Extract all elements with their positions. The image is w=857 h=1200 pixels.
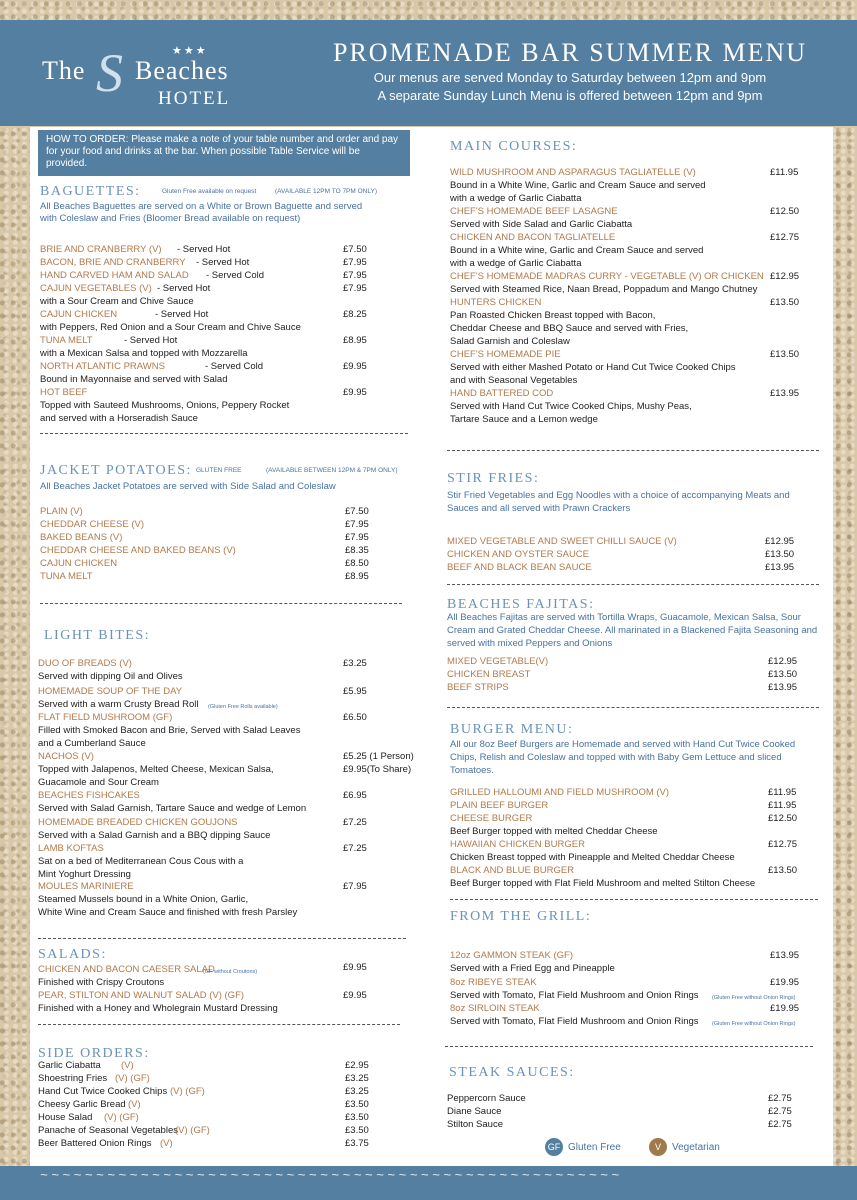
baguettes-description: with Coleslaw and Fries (Bloomer Bread available on request) — [40, 213, 301, 224]
section-divider — [447, 707, 819, 708]
menu-item-name: CHEESE BURGER — [450, 813, 533, 824]
footer-watermark-text: ~ ~ ~ ~ ~ ~ ~ ~ ~ ~ ~ ~ ~ ~ ~ ~ ~ ~ ~ ~ ~ ~ ~ ~ ~ ~ ~ ~ ~ ~ ~ ~ ~ ~ ~ ~ ~ ~ ~ ~ ~ ~ ~ ~ ~ ~ ~ ~ ~ ~ ~ ~ — [40, 1167, 619, 1182]
menu-item-gluten-note: (GF without Croutons) — [203, 969, 258, 975]
menu-item-description: with a wedge of Garlic Ciabatta — [450, 258, 582, 269]
section-title-jacket-potatoes: JACKET POTATOES: — [40, 463, 192, 478]
menu-item-price: £11.95 — [768, 800, 797, 811]
menu-item-name: CHEDDAR CHEESE (V) — [40, 519, 144, 530]
menu-item-name: Garlic Ciabatta — [38, 1060, 101, 1071]
menu-item-name: PEAR, STILTON AND WALNUT SALAD (V) (GF) — [38, 990, 245, 1001]
menu-item-price: £3.75 — [345, 1138, 369, 1149]
gluten-free-legend-label: Gluten Free — [568, 1142, 621, 1153]
menu-item-gluten-note: (Gluten Free Rolls available) — [208, 704, 278, 710]
menu-item-name: CHEF'S HOMEMADE BEEF LASAGNE — [450, 206, 618, 217]
menu-item-price: £12.95 — [770, 271, 800, 282]
menu-item-price: £9.95 — [343, 990, 367, 1001]
menu-item-description: Salad Garnish and Coleslaw — [450, 336, 570, 347]
menu-item-description: Guacamole and Sour Cream — [38, 777, 159, 788]
fajitas-description: All Beaches Fajitas are served with Tortilla Wraps, Guacamole, Mexican Salsa, Sour — [447, 612, 801, 623]
menu-item-description: Beef Burger topped with Flat Field Mushroom and melted Stilton Cheese — [450, 878, 756, 889]
menu-item-price: £13.95 — [765, 562, 795, 573]
gluten-free-badge-icon: GF — [545, 1138, 563, 1156]
section-title-side-orders: SIDE ORDERS: — [38, 1046, 150, 1061]
section-divider — [40, 603, 402, 604]
menu-item-name: BRIE AND CRANBERRY (V) — [40, 244, 162, 255]
section-divider — [38, 938, 406, 939]
menu-item-description: Bound in a White Wine, Garlic and Cream Sauce and served — [450, 180, 706, 191]
menu-item-name: MIXED VEGETABLE AND SWEET CHILLI SAUCE (V) — [447, 536, 677, 547]
menu-item-name: CAJUN CHICKEN — [40, 558, 118, 569]
menu-item-price: £6.50 — [343, 712, 367, 723]
menu-item-price: £7.95 — [345, 519, 369, 530]
menu-item-name: BAKED BEANS (V) — [40, 532, 123, 543]
fajitas-description: served with mixed Peppers and Onions — [447, 638, 613, 649]
menu-item-price: £5.95 — [343, 686, 367, 697]
menu-item-description: Filled with Smoked Bacon and Brie, Served with Salad Leaves — [38, 725, 301, 736]
menu-item-description: with a Sour Cream and Chive Sauce — [40, 296, 194, 307]
menu-item-description: and served with a Horseradish Sauce — [40, 413, 198, 424]
menu-item-serving-note: - Served Hot — [157, 283, 211, 294]
menu-item-name: MIXED VEGETABLE(V) — [447, 656, 549, 667]
menu-item-name: CHICKEN AND BACON TAGLIATELLE — [450, 232, 616, 243]
section-title-light-bites: LIGHT BITES: — [44, 628, 151, 643]
menu-item-price-share: £9.95(To Share) — [343, 764, 412, 775]
sunday-lunch-line: A separate Sunday Lunch Menu is offered between 12pm and 9pm — [377, 88, 763, 103]
menu-item-diet-tags: (V) (GF) — [170, 1086, 205, 1097]
baguettes-availability-note: (AVAILABLE 12PM TO 7PM ONLY) — [275, 188, 377, 195]
menu-item-price: £8.95 — [343, 335, 367, 346]
menu-item-price: £8.35 — [345, 545, 369, 556]
menu-item-description: Topped with Jalapenos, Melted Cheese, Mexican Salsa, — [38, 764, 274, 775]
menu-item-description: Served with Salad Garnish, Tartare Sauce and wedge of Lemon — [38, 803, 307, 814]
menu-item-serving-note: - Served Hot — [155, 309, 209, 320]
menu-item-price: £7.95 — [343, 270, 367, 281]
jacket-gluten-free-note: GLUTEN FREE — [196, 467, 242, 474]
logo-s-mark: S — [96, 43, 123, 103]
menu-item-description: Served with Hand Cut Twice Cooked Chips, Mushy Peas, — [450, 401, 692, 412]
menu-item-price: £7.50 — [343, 244, 367, 255]
menu-item-name: CHEF'S HOMEMADE MADRAS CURRY - VEGETABLE (V) OR CHICKEN — [450, 271, 764, 282]
section-title-steak-sauces: STEAK SAUCES: — [449, 1065, 575, 1080]
fajitas-description: Cream and Grated Cheddar Cheese. All marinated in a Blackened Fajita Seasoning and — [447, 625, 818, 636]
menu-item-name: HOMEMADE SOUP OF THE DAY — [38, 686, 183, 697]
menu-item-serving-note: - Served Hot — [196, 257, 250, 268]
menu-item-price: £11.95 — [770, 167, 799, 178]
menu-item-description: Served with Tomato, Flat Field Mushroom and Onion Rings — [450, 1016, 699, 1027]
menu-item-diet-tags: (V) — [160, 1138, 173, 1149]
menu-item-description: Tartare Sauce and a Lemon wedge — [450, 414, 598, 425]
menu-item-description: with Peppers, Red Onion and a Sour Cream and Chive Sauce — [40, 322, 301, 333]
menu-item-price: £7.95 — [345, 532, 369, 543]
menu-item-name: LAMB KOFTAS — [38, 843, 104, 854]
section-title-main-courses: MAIN COURSES: — [450, 139, 578, 154]
menu-item-name: Panache of Seasonal Vegetables — [38, 1125, 178, 1136]
menu-item-name: FLAT FIELD MUSHROOM (GF) — [38, 712, 173, 723]
menu-item-description: Served with Steamed Rice, Naan Bread, Poppadum and Mango Chutney — [450, 284, 758, 295]
section-divider — [445, 1046, 813, 1047]
menu-item-name: NORTH ATLANTIC PRAWNS — [40, 361, 165, 372]
menu-item-price: £7.25 — [343, 843, 367, 854]
menu-item-name: TUNA MELT — [40, 335, 93, 346]
menu-item-description: Cheddar Cheese and BBQ Sauce and served with Fries, — [450, 323, 689, 334]
menu-item-price: £7.95 — [343, 283, 367, 294]
section-divider — [447, 450, 819, 451]
menu-item-price: £13.50 — [770, 297, 800, 308]
menu-item-price: £13.95 — [770, 950, 800, 961]
service-hours-line: Our menus are served Monday to Saturday between 12pm and 9pm — [373, 70, 767, 85]
menu-item-price: £2.75 — [768, 1093, 792, 1104]
menu-item-description: Finished with a Honey and Wholegrain Mustard Dressing — [38, 1003, 278, 1014]
menu-item-description: with a Mexican Salsa and topped with Mozzarella — [40, 348, 248, 359]
menu-item-price: £8.25 — [343, 309, 367, 320]
menu-item-description: Beef Burger topped with melted Cheddar Cheese — [450, 826, 658, 837]
logo-stars: ★★★ — [172, 45, 208, 57]
menu-item-description: Steamed Mussels bound in a White Onion, Garlic, — [38, 894, 249, 905]
menu-item-name: HOMEMADE BREADED CHICKEN GOUJONS — [38, 817, 238, 828]
menu-item-name: HUNTERS CHICKEN — [450, 297, 542, 308]
menu-item-diet-tags: (V) (GF) — [104, 1112, 139, 1123]
menu-item-description: Finished with Crispy Croutons — [38, 977, 165, 988]
menu-item-serving-note: - Served Hot — [124, 335, 178, 346]
menu-item-gluten-note: (Gluten Free without Onion Rings) — [712, 995, 796, 1001]
hotel-logo — [40, 43, 250, 118]
stir-fries-description: Sauces and all served with Prawn Crackers — [447, 503, 631, 514]
menu-item-description: Topped with Sauteed Mushrooms, Onions, Peppery Rocket — [40, 400, 290, 411]
menu-item-price: £7.50 — [345, 506, 369, 517]
menu-item-serving-note: - Served Hot — [177, 244, 231, 255]
menu-item-name: 12oz GAMMON STEAK (GF) — [450, 950, 573, 961]
menu-item-price: £3.50 — [345, 1125, 369, 1136]
section-divider — [447, 584, 819, 585]
section-title-stir-fries: STIR FRIES: — [447, 471, 540, 486]
menu-item-name: NACHOS (V) — [38, 751, 94, 762]
menu-item-name: Stilton Sauce — [447, 1119, 503, 1130]
menu-item-price: £2.75 — [768, 1106, 792, 1117]
menu-item-price: £12.95 — [765, 536, 795, 547]
menu-item-description: Served with Tomato, Flat Field Mushroom and Onion Rings — [450, 990, 699, 1001]
menu-item-price: £11.95 — [768, 787, 797, 798]
menu-item-description: Sat on a bed of Mediterranean Cous Cous with a — [38, 856, 244, 867]
menu-item-price: £19.95 — [770, 1003, 800, 1014]
menu-item-description: Served with Side Salad and Garlic Ciabatta — [450, 219, 633, 230]
menu-item-name: TUNA MELT — [40, 571, 93, 582]
menu-item-price: £13.50 — [765, 549, 795, 560]
menu-item-name: PLAIN BEEF BURGER — [450, 800, 549, 811]
menu-item-name: CHICKEN BREAST — [447, 669, 531, 680]
menu-item-price: £12.75 — [768, 839, 798, 850]
section-title-burger-menu: BURGER MENU: — [450, 722, 574, 737]
header-banner — [0, 20, 857, 126]
menu-item-price: £12.95 — [768, 656, 798, 667]
menu-item-price: £2.75 — [768, 1119, 792, 1130]
menu-item-description: Served with a warm Crusty Bread Roll — [38, 699, 199, 710]
menu-item-serving-note: - Served Cold — [206, 270, 265, 281]
menu-item-description: Served with a Fried Egg and Pineapple — [450, 963, 615, 974]
section-divider — [40, 433, 408, 434]
menu-item-price: £12.75 — [770, 232, 800, 243]
menu-item-name: BEACHES FISHCAKES — [38, 790, 140, 801]
menu-item-name: CAJUN VEGETABLES (V) — [40, 283, 152, 294]
vegetarian-legend-label: Vegetarian — [672, 1142, 720, 1153]
menu-item-price: £7.25 — [343, 817, 367, 828]
menu-item-name: 8oz SIRLOIN STEAK — [450, 1003, 540, 1014]
menu-item-price: £3.25 — [343, 658, 367, 669]
menu-item-name: BEEF STRIPS — [447, 682, 509, 693]
menu-item-name: BEEF AND BLACK BEAN SAUCE — [447, 562, 592, 573]
menu-item-price: £19.95 — [770, 977, 800, 988]
menu-item-diet-tags: (V) (GF) — [175, 1125, 210, 1136]
menu-item-price: £7.95 — [343, 881, 367, 892]
menu-item-name: DUO OF BREADS (V) — [38, 658, 132, 669]
menu-item-price: £7.95 — [343, 257, 367, 268]
menu-item-name: CHEDDAR CHEESE AND BAKED BEANS (V) — [40, 545, 236, 556]
menu-item-price: £8.95 — [345, 571, 369, 582]
burgers-description: Chips, Relish and Coleslaw and topped with with Baby Gem Lettuce and sliced — [450, 752, 782, 763]
section-title-from-the-grill: FROM THE GRILL: — [450, 909, 592, 924]
menu-item-name: WILD MUSHROOM AND ASPARAGUS TAGLIATELLE (V) — [450, 167, 696, 178]
menu-item-price: £5.25 (1 Person) — [343, 751, 414, 762]
menu-item-name: GRILLED HALLOUMI AND FIELD MUSHROOM (V) — [450, 787, 670, 798]
menu-item-name: 8oz RIBEYE STEAK — [450, 977, 537, 988]
menu-item-name: BACON, BRIE AND CRANBERRY — [40, 257, 186, 268]
menu-item-price: £12.50 — [770, 206, 800, 217]
menu-item-name: Beer Battered Onion Rings — [38, 1138, 152, 1149]
menu-item-name: Hand Cut Twice Cooked Chips — [38, 1086, 168, 1097]
menu-item-description: and a Cumberland Sauce — [38, 738, 146, 749]
menu-item-name: HAND BATTERED COD — [450, 388, 554, 399]
menu-item-price: £3.25 — [345, 1086, 369, 1097]
menu-item-name: BLACK AND BLUE BURGER — [450, 865, 575, 876]
burgers-description: Tomatoes. — [450, 765, 494, 776]
menu-item-description: and with Seasonal Vegetables — [450, 375, 578, 386]
menu-item-name: CAJUN CHICKEN — [40, 309, 118, 320]
how-to-order-box: HOW TO ORDER: Please make a note of your table number and order and pay for your food and drinks at the bar. When possible Table Service will be provided. — [38, 130, 410, 176]
menu-item-diet-tags: (V) — [121, 1060, 134, 1071]
menu-item-description: Bound in Mayonnaise and served with Salad — [40, 374, 228, 385]
menu-item-name: House Salad — [38, 1112, 93, 1123]
section-divider — [450, 899, 818, 900]
jacket-description: All Beaches Jacket Potatoes are served with Side Salad and Coleslaw — [40, 481, 336, 492]
menu-item-name: Peppercorn Sauce — [447, 1093, 526, 1104]
menu-item-price: £2.95 — [345, 1060, 369, 1071]
menu-item-name: CHICKEN AND BACON CAESER SALAD — [38, 964, 215, 975]
section-title-baguettes: BAGUETTES: — [40, 184, 141, 199]
menu-item-name: HAWAIIAN CHICKEN BURGER — [450, 839, 585, 850]
menu-item-price: £13.50 — [768, 669, 798, 680]
menu-item-name: MOULES MARINIERE — [38, 881, 134, 892]
menu-item-description: Served with a Salad Garnish and a BBQ dipping Sauce — [38, 830, 271, 841]
menu-item-diet-tags: (V) (GF) — [115, 1073, 150, 1084]
menu-item-description: Pan Roasted Chicken Breast topped with Bacon, — [450, 310, 656, 321]
menu-item-price: £3.50 — [345, 1099, 369, 1110]
menu-item-price: £13.95 — [768, 682, 798, 693]
menu-item-price: £9.95 — [343, 387, 367, 398]
section-divider — [38, 1024, 400, 1025]
menu-item-description: White Wine and Cream Sauce and finished with fresh Parsley — [38, 907, 298, 918]
section-title-salads: SALADS: — [38, 947, 107, 962]
menu-item-name: CHEF'S HOMEMADE PIE — [450, 349, 561, 360]
menu-item-price: £6.95 — [343, 790, 367, 801]
menu-item-description: Mint Yoghurt Dressing — [38, 869, 131, 880]
menu-item-price: £9.95 — [343, 361, 367, 372]
footer-banner — [0, 1166, 857, 1200]
menu-item-name: Cheesy Garlic Bread — [38, 1099, 126, 1110]
menu-item-description: Served with either Mashed Potato or Hand Cut Twice Cooked Chips — [450, 362, 736, 373]
menu-item-price: £12.50 — [768, 813, 798, 824]
menu-item-price: £3.50 — [345, 1112, 369, 1123]
menu-item-description: Bound in a White wine, Garlic and Cream Sauce and served — [450, 245, 704, 256]
baguettes-gluten-free-note: Gluten Free available on request — [162, 188, 257, 195]
stir-fries-description: Stir Fried Vegetables and Egg Noodles with a choice of accompanying Meats and — [447, 490, 790, 501]
menu-item-name: HOT BEEF — [40, 387, 88, 398]
logo-beaches: Beaches — [135, 56, 229, 85]
menu-item-gluten-note: (Gluten Free without Onion Rings) — [712, 1021, 796, 1027]
menu-item-description: with a wedge of Garlic Ciabatta — [450, 193, 582, 204]
menu-item-diet-tags: (V) — [128, 1099, 141, 1110]
menu-item-price: £13.50 — [770, 349, 800, 360]
menu-item-name: CHICKEN AND OYSTER SAUCE — [447, 549, 589, 560]
menu-item-name: PLAIN (V) — [40, 506, 83, 517]
menu-item-description: Chicken Breast topped with Pineapple and Melted Cheddar Cheese — [450, 852, 735, 863]
menu-item-price: £13.50 — [768, 865, 798, 876]
menu-item-price: £9.95 — [343, 962, 367, 973]
menu-title: PROMENADE BAR SUMMER MENU — [333, 38, 807, 67]
vegetarian-badge-icon: V — [649, 1138, 667, 1156]
menu-item-price: £3.25 — [345, 1073, 369, 1084]
menu-item-price: £8.50 — [345, 558, 369, 569]
menu-item-price: £13.95 — [770, 388, 800, 399]
menu-item-name: Shoestring Fries — [38, 1073, 108, 1084]
baguettes-description: All Beaches Baguettes are served on a White or Brown Baguette and served — [40, 201, 363, 212]
section-title-fajitas: BEACHES FAJITAS: — [447, 597, 595, 612]
menu-item-serving-note: - Served Cold — [205, 361, 264, 372]
logo-hotel: HOTEL — [158, 88, 231, 109]
burgers-description: All our 8oz Beef Burgers are Homemade and served with Hand Cut Twice Cooked — [450, 739, 796, 750]
menu-item-description: Served with dipping Oil and Olives — [38, 671, 183, 682]
logo-the: The — [42, 56, 86, 85]
jacket-availability-note: (AVAILABLE BETWEEN 12PM & 7PM ONLY) — [266, 467, 398, 474]
menu-item-name: HAND CARVED HAM AND SALAD — [40, 270, 189, 281]
menu-item-name: Diane Sauce — [447, 1106, 502, 1117]
